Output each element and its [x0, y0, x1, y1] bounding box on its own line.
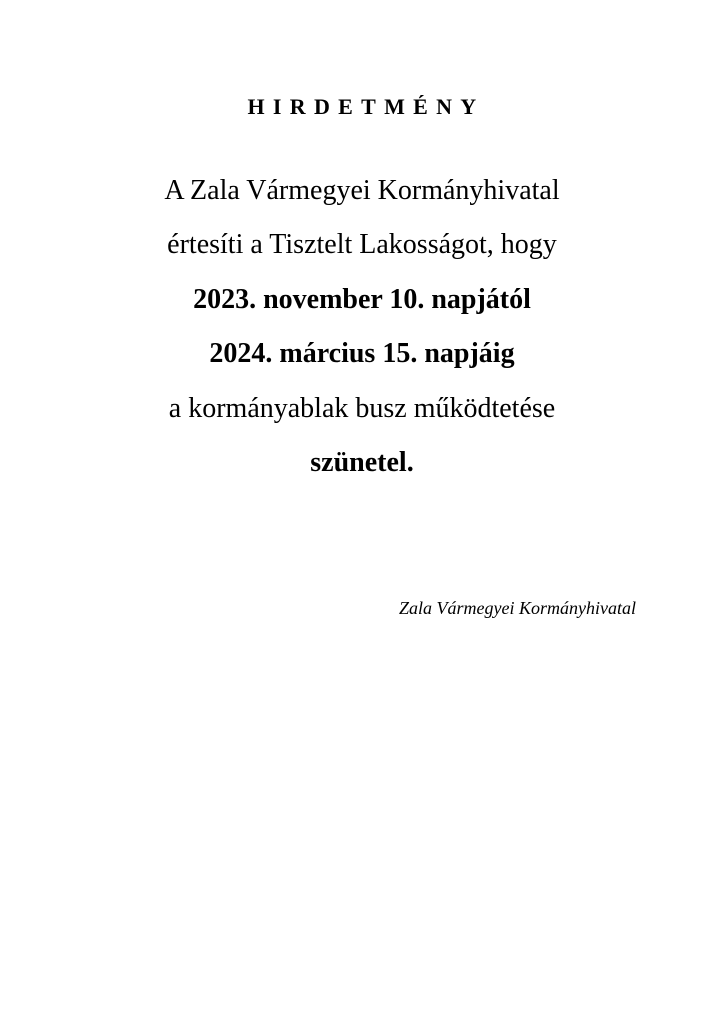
announcement-start-date: 2023. november 10. napjától: [193, 283, 531, 315]
announcement-line-issuer: A Zala Vármegyei Kormányhivatal: [164, 175, 560, 206]
page-title: HIRDETMÉNY: [247, 94, 485, 119]
announcement-line-notice: értesíti a Tisztelt Lakosságot, hogy: [167, 229, 557, 261]
announcement-line-service: a kormányablak busz működtetése: [168, 392, 556, 424]
announcement-body: [0, 164, 724, 490]
announcement-line-status: szünetel.: [310, 446, 414, 478]
signature: Zala Vármegyei Kormányhivatal: [399, 598, 636, 618]
announcement-end-date: 2024. március 15. napjáig: [209, 338, 515, 370]
